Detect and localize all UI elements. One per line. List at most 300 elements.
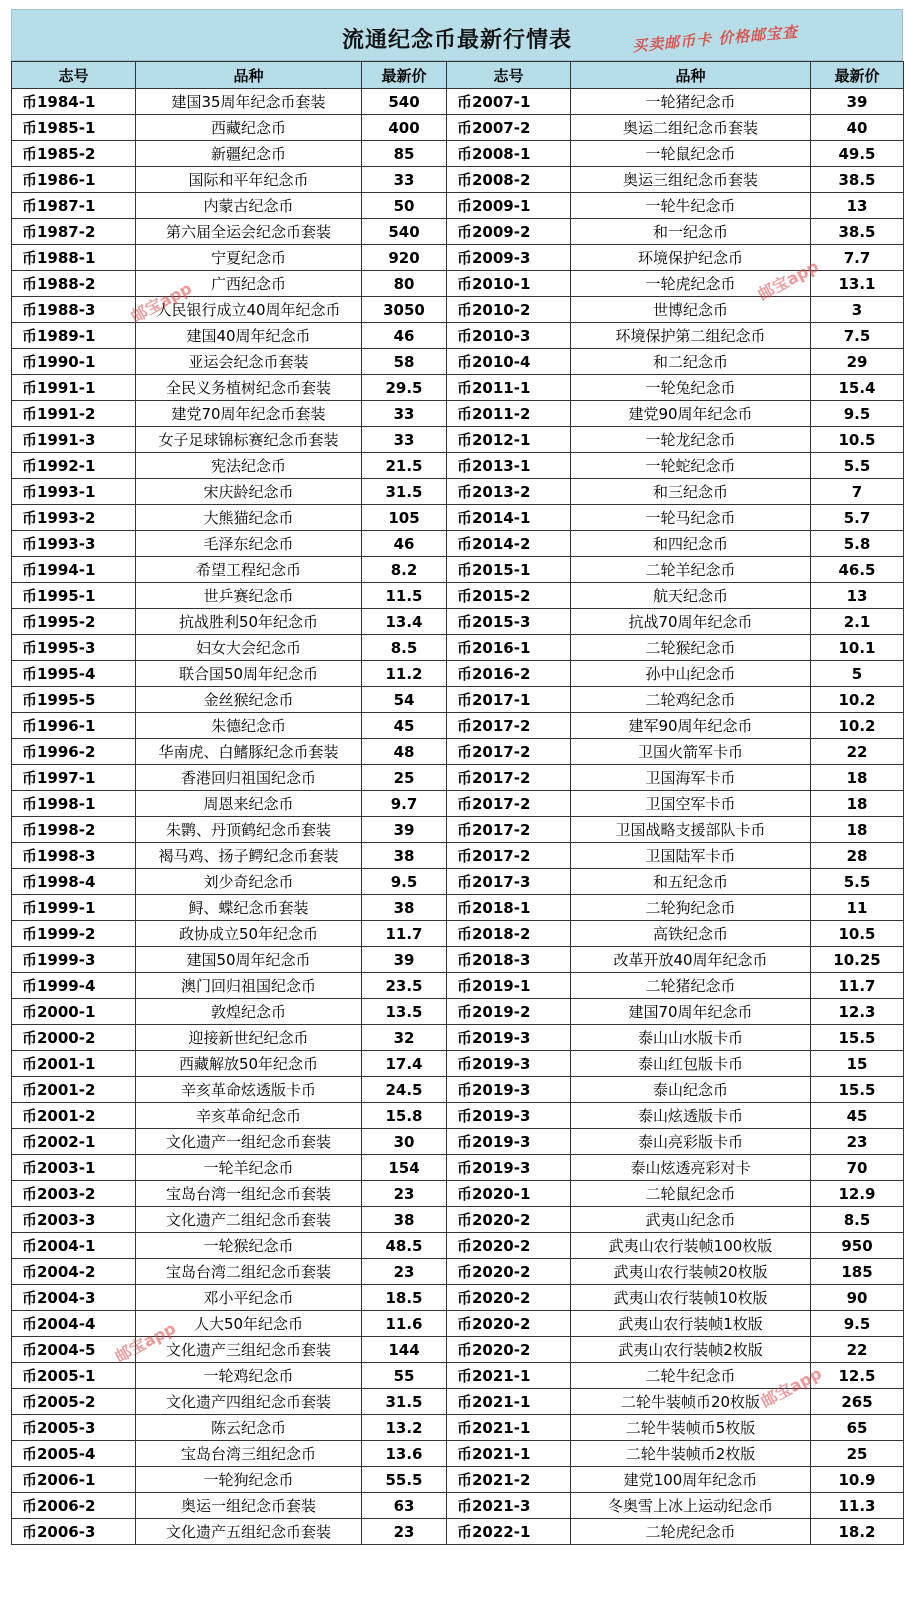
coin-name-right: 一轮鼠纪念币 — [571, 141, 811, 167]
coin-name-left: 女子足球锦标赛纪念币套装 — [136, 427, 362, 453]
header-price-right: 最新价 — [811, 62, 904, 89]
coin-price-left: 9.5 — [362, 869, 447, 895]
coin-name-right: 武夷山纪念币 — [571, 1207, 811, 1233]
coin-price-right: 15.5 — [811, 1025, 904, 1051]
coin-name-left: 陈云纪念币 — [136, 1415, 362, 1441]
coin-name-right: 泰山炫透亮彩对卡 — [571, 1155, 811, 1181]
coin-name-right: 奥运三组纪念币套装 — [571, 167, 811, 193]
coin-code-left: 币2003-2 — [12, 1181, 136, 1207]
coin-name-right: 泰山纪念币 — [571, 1077, 811, 1103]
coin-name-left: 一轮鸡纪念币 — [136, 1363, 362, 1389]
coin-price-right: 18 — [811, 817, 904, 843]
coin-name-left: 第六届全运会纪念币套装 — [136, 219, 362, 245]
coin-code-left: 币2005-4 — [12, 1441, 136, 1467]
table-row — [12, 765, 904, 791]
coin-price-left: 23 — [362, 1259, 447, 1285]
coin-code-right: 币2020-2 — [447, 1207, 571, 1233]
coin-price-left: 30 — [362, 1129, 447, 1155]
coin-price-left: 33 — [362, 427, 447, 453]
table-row — [12, 921, 904, 947]
table-row — [12, 1103, 904, 1129]
coin-price-right: 70 — [811, 1155, 904, 1181]
coin-price-right: 9.5 — [811, 1311, 904, 1337]
coin-name-right: 改革开放40周年纪念币 — [571, 947, 811, 973]
coin-price-left: 32 — [362, 1025, 447, 1051]
coin-price-right: 11.3 — [811, 1493, 904, 1519]
coin-code-right: 币2017-2 — [447, 843, 571, 869]
coin-code-right: 币2020-2 — [447, 1233, 571, 1259]
coin-price-left: 55.5 — [362, 1467, 447, 1493]
coin-name-left: 褐马鸡、扬子鳄纪念币套装 — [136, 843, 362, 869]
coin-price-right: 11.7 — [811, 973, 904, 999]
coin-code-right: 币2017-3 — [447, 869, 571, 895]
table-row — [12, 635, 904, 661]
coin-name-right: 和一纪念币 — [571, 219, 811, 245]
coin-price-left: 45 — [362, 713, 447, 739]
header-price-left: 最新价 — [362, 62, 447, 89]
coin-price-right: 12.9 — [811, 1181, 904, 1207]
page-title: 流通纪念币最新行情表 — [341, 28, 572, 53]
coin-name-left: 广西纪念币 — [136, 271, 362, 297]
coin-name-left: 邓小平纪念币 — [136, 1285, 362, 1311]
coin-name-left: 一轮猴纪念币 — [136, 1233, 362, 1259]
coin-name-left: 大熊猫纪念币 — [136, 505, 362, 531]
coin-price-left: 17.4 — [362, 1051, 447, 1077]
coin-name-left: 奥运一组纪念币套装 — [136, 1493, 362, 1519]
coin-name-left: 周恩来纪念币 — [136, 791, 362, 817]
coin-name-right: 二轮牛装帧币20枚版 — [571, 1389, 811, 1415]
coin-price-left: 23.5 — [362, 973, 447, 999]
coin-price-left: 33 — [362, 167, 447, 193]
coin-price-right: 18 — [811, 765, 904, 791]
coin-price-left: 13.4 — [362, 609, 447, 635]
table-row — [12, 1467, 904, 1493]
coin-code-left: 币2000-2 — [12, 1025, 136, 1051]
coin-code-right: 币2021-1 — [447, 1415, 571, 1441]
coin-code-left: 币1988-3 — [12, 297, 136, 323]
coin-price-left: 38 — [362, 1207, 447, 1233]
coin-name-right: 武夷山农行装帧2枚版 — [571, 1337, 811, 1363]
coin-code-right: 币2018-3 — [447, 947, 571, 973]
coin-code-left: 币1999-4 — [12, 973, 136, 999]
coin-name-right: 建军90周年纪念币 — [571, 713, 811, 739]
coin-code-right: 币2018-2 — [447, 921, 571, 947]
coin-name-right: 世博纪念币 — [571, 297, 811, 323]
coin-price-left: 540 — [362, 219, 447, 245]
table-row — [12, 1415, 904, 1441]
coin-price-left: 48.5 — [362, 1233, 447, 1259]
coin-code-right: 币2020-2 — [447, 1311, 571, 1337]
coin-price-left: 31.5 — [362, 1389, 447, 1415]
coin-price-left: 21.5 — [362, 453, 447, 479]
coin-price-right: 5.7 — [811, 505, 904, 531]
coin-code-left: 币2001-2 — [12, 1103, 136, 1129]
coin-price-right: 185 — [811, 1259, 904, 1285]
watermark-4: 邮宝app — [757, 1363, 825, 1412]
title-bar — [11, 9, 903, 61]
coin-name-left: 建党70周年纪念币套装 — [136, 401, 362, 427]
coin-price-right: 28 — [811, 843, 904, 869]
coin-code-left: 币1985-2 — [12, 141, 136, 167]
coin-code-right: 币2019-3 — [447, 1025, 571, 1051]
coin-name-right: 二轮猪纪念币 — [571, 973, 811, 999]
coin-price-right: 45 — [811, 1103, 904, 1129]
coin-name-left: 宝岛台湾二组纪念币套装 — [136, 1259, 362, 1285]
coin-name-right: 建党90周年纪念币 — [571, 401, 811, 427]
coin-code-right: 币2008-1 — [447, 141, 571, 167]
coin-code-left: 币1995-5 — [12, 687, 136, 713]
coin-price-right: 7 — [811, 479, 904, 505]
coin-price-right: 13.1 — [811, 271, 904, 297]
coin-name-right: 和三纪念币 — [571, 479, 811, 505]
coin-name-left: 文化遗产四组纪念币套装 — [136, 1389, 362, 1415]
coin-code-right: 币2007-2 — [447, 115, 571, 141]
table-row — [12, 115, 904, 141]
coin-price-right: 18.2 — [811, 1519, 904, 1545]
coin-code-right: 币2022-1 — [447, 1519, 571, 1545]
coin-name-right: 泰山亮彩版卡币 — [571, 1129, 811, 1155]
coin-price-right: 10.2 — [811, 687, 904, 713]
coin-name-left: 刘少奇纪念币 — [136, 869, 362, 895]
coin-price-right: 49.5 — [811, 141, 904, 167]
coin-code-right: 币2011-1 — [447, 375, 571, 401]
coin-name-left: 朱德纪念币 — [136, 713, 362, 739]
coin-code-right: 币2017-2 — [447, 765, 571, 791]
coin-price-left: 38 — [362, 895, 447, 921]
coin-name-left: 澳门回归祖国纪念币 — [136, 973, 362, 999]
coin-price-left: 39 — [362, 947, 447, 973]
coin-name-left: 辛亥革命纪念币 — [136, 1103, 362, 1129]
coin-name-right: 武夷山农行装帧20枚版 — [571, 1259, 811, 1285]
coin-price-right: 10.9 — [811, 1467, 904, 1493]
coin-code-right: 币2020-2 — [447, 1259, 571, 1285]
table-row — [12, 479, 904, 505]
coin-code-left: 币1994-1 — [12, 557, 136, 583]
coin-name-right: 一轮龙纪念币 — [571, 427, 811, 453]
coin-name-left: 一轮羊纪念币 — [136, 1155, 362, 1181]
price-sheet — [11, 9, 903, 1545]
coin-price-right: 12.5 — [811, 1363, 904, 1389]
table-row — [12, 427, 904, 453]
coin-price-right: 22 — [811, 739, 904, 765]
coin-code-right: 币2019-3 — [447, 1051, 571, 1077]
table-row — [12, 505, 904, 531]
table-row — [12, 89, 904, 115]
coin-code-left: 币1991-2 — [12, 401, 136, 427]
coin-name-right: 建国70周年纪念币 — [571, 999, 811, 1025]
coin-name-right: 卫国陆军卡币 — [571, 843, 811, 869]
coin-name-left: 宁夏纪念币 — [136, 245, 362, 271]
coin-price-left: 50 — [362, 193, 447, 219]
coin-code-left: 币1993-2 — [12, 505, 136, 531]
table-row — [12, 297, 904, 323]
table-row — [12, 1259, 904, 1285]
table-row — [12, 973, 904, 999]
coin-code-left: 币2005-3 — [12, 1415, 136, 1441]
coin-code-right: 币2019-1 — [447, 973, 571, 999]
coin-price-right: 10.1 — [811, 635, 904, 661]
coin-name-right: 泰山红包版卡币 — [571, 1051, 811, 1077]
coin-code-left: 币1992-1 — [12, 453, 136, 479]
coin-price-left: 13.2 — [362, 1415, 447, 1441]
coin-name-right: 抗战70周年纪念币 — [571, 609, 811, 635]
coin-code-left: 币2000-1 — [12, 999, 136, 1025]
coin-code-left: 币1999-3 — [12, 947, 136, 973]
coin-code-left: 币2005-2 — [12, 1389, 136, 1415]
table-row — [12, 1493, 904, 1519]
coin-code-right: 币2013-1 — [447, 453, 571, 479]
table-body — [12, 89, 904, 1545]
coin-code-right: 币2021-2 — [447, 1467, 571, 1493]
table-row — [12, 739, 904, 765]
table-row — [12, 713, 904, 739]
coin-price-right: 7.7 — [811, 245, 904, 271]
table-row — [12, 1311, 904, 1337]
coin-name-right: 和五纪念币 — [571, 869, 811, 895]
coin-price-left: 31.5 — [362, 479, 447, 505]
coin-code-right: 币2014-1 — [447, 505, 571, 531]
coin-price-left: 400 — [362, 115, 447, 141]
coin-name-right: 二轮牛装帧币5枚版 — [571, 1415, 811, 1441]
coin-price-left: 15.8 — [362, 1103, 447, 1129]
coin-price-right: 8.5 — [811, 1207, 904, 1233]
coin-name-right: 冬奥雪上冰上运动纪念币 — [571, 1493, 811, 1519]
table-row — [12, 609, 904, 635]
coin-price-right: 39 — [811, 89, 904, 115]
coin-price-left: 63 — [362, 1493, 447, 1519]
table-row — [12, 583, 904, 609]
coin-price-right: 38.5 — [811, 219, 904, 245]
coin-price-right: 12.3 — [811, 999, 904, 1025]
coin-code-left: 币1990-1 — [12, 349, 136, 375]
table-row — [12, 557, 904, 583]
coin-code-left: 币1995-1 — [12, 583, 136, 609]
coin-price-left: 3050 — [362, 297, 447, 323]
coin-name-left: 鲟、蝶纪念币套装 — [136, 895, 362, 921]
watermark-2: 邮宝app — [754, 256, 822, 305]
coin-price-right: 7.5 — [811, 323, 904, 349]
coin-name-left: 希望工程纪念币 — [136, 557, 362, 583]
coin-price-left: 46 — [362, 531, 447, 557]
coin-name-left: 西藏纪念币 — [136, 115, 362, 141]
header-code-left: 志号 — [12, 62, 136, 89]
coin-price-right: 10.2 — [811, 713, 904, 739]
coin-name-right: 环境保护第二组纪念币 — [571, 323, 811, 349]
coin-code-right: 币2013-2 — [447, 479, 571, 505]
coin-code-right: 币2018-1 — [447, 895, 571, 921]
coin-name-right: 二轮牛纪念币 — [571, 1363, 811, 1389]
coin-code-left: 币2004-1 — [12, 1233, 136, 1259]
coin-name-right: 一轮牛纪念币 — [571, 193, 811, 219]
table-row — [12, 1233, 904, 1259]
coin-price-left: 24.5 — [362, 1077, 447, 1103]
coin-name-right: 航天纪念币 — [571, 583, 811, 609]
coin-price-right: 5.5 — [811, 869, 904, 895]
coin-price-left: 25 — [362, 765, 447, 791]
coin-code-right: 币2019-3 — [447, 1077, 571, 1103]
table-row — [12, 947, 904, 973]
table-row — [12, 1363, 904, 1389]
header-name-left: 品种 — [136, 62, 362, 89]
coin-code-left: 币1993-1 — [12, 479, 136, 505]
header-row — [12, 62, 904, 89]
header-name-right: 品种 — [571, 62, 811, 89]
coin-code-left: 币1991-3 — [12, 427, 136, 453]
price-table — [11, 61, 904, 1545]
coin-name-left: 文化遗产二组纪念币套装 — [136, 1207, 362, 1233]
coin-price-left: 105 — [362, 505, 447, 531]
table-row — [12, 193, 904, 219]
coin-name-right: 二轮鼠纪念币 — [571, 1181, 811, 1207]
coin-name-right: 高铁纪念币 — [571, 921, 811, 947]
coin-price-left: 8.2 — [362, 557, 447, 583]
table-row — [12, 271, 904, 297]
coin-code-right: 币2019-3 — [447, 1155, 571, 1181]
coin-price-left: 144 — [362, 1337, 447, 1363]
coin-code-right: 币2019-2 — [447, 999, 571, 1025]
coin-name-right: 二轮鸡纪念币 — [571, 687, 811, 713]
coin-code-right: 币2021-3 — [447, 1493, 571, 1519]
table-row — [12, 1519, 904, 1545]
coin-name-left: 抗战胜利50年纪念币 — [136, 609, 362, 635]
coin-code-right: 币2019-3 — [447, 1103, 571, 1129]
coin-code-left: 币1986-1 — [12, 167, 136, 193]
coin-price-right: 46.5 — [811, 557, 904, 583]
table-row — [12, 1077, 904, 1103]
table-row — [12, 1337, 904, 1363]
coin-price-right: 5 — [811, 661, 904, 687]
coin-name-right: 孙中山纪念币 — [571, 661, 811, 687]
coin-name-left: 朱鹮、丹顶鹤纪念币套装 — [136, 817, 362, 843]
coin-name-left: 建国40周年纪念币 — [136, 323, 362, 349]
coin-code-right: 币2007-1 — [447, 89, 571, 115]
coin-name-left: 建国35周年纪念币套装 — [136, 89, 362, 115]
coin-code-left: 币2004-3 — [12, 1285, 136, 1311]
coin-price-left: 11.2 — [362, 661, 447, 687]
coin-name-left: 辛亥革命炫透版卡币 — [136, 1077, 362, 1103]
coin-name-right: 二轮羊纪念币 — [571, 557, 811, 583]
coin-name-right: 一轮蛇纪念币 — [571, 453, 811, 479]
coin-code-right: 币2015-2 — [447, 583, 571, 609]
coin-code-left: 币1985-1 — [12, 115, 136, 141]
coin-name-left: 世乒赛纪念币 — [136, 583, 362, 609]
coin-price-left: 55 — [362, 1363, 447, 1389]
coin-price-right: 13 — [811, 193, 904, 219]
coin-price-left: 33 — [362, 401, 447, 427]
table-row — [12, 167, 904, 193]
coin-price-right: 15.5 — [811, 1077, 904, 1103]
coin-code-left: 币1998-2 — [12, 817, 136, 843]
coin-name-right: 武夷山农行装帧1枚版 — [571, 1311, 811, 1337]
table-row — [12, 323, 904, 349]
coin-code-left: 币1996-2 — [12, 739, 136, 765]
table-row — [12, 1389, 904, 1415]
coin-code-left: 币1997-1 — [12, 765, 136, 791]
coin-code-left: 币1988-1 — [12, 245, 136, 271]
coin-code-left: 币2006-2 — [12, 1493, 136, 1519]
coin-name-left: 西藏解放50年纪念币 — [136, 1051, 362, 1077]
coin-code-right: 币2015-3 — [447, 609, 571, 635]
coin-code-left: 币1988-2 — [12, 271, 136, 297]
coin-price-left: 11.7 — [362, 921, 447, 947]
coin-price-right: 10.25 — [811, 947, 904, 973]
coin-price-right: 90 — [811, 1285, 904, 1311]
coin-price-left: 13.5 — [362, 999, 447, 1025]
coin-code-left: 币1987-1 — [12, 193, 136, 219]
coin-code-left: 币1995-2 — [12, 609, 136, 635]
coin-code-left: 币1995-3 — [12, 635, 136, 661]
coin-code-right: 币2010-2 — [447, 297, 571, 323]
coin-price-right: 10.5 — [811, 427, 904, 453]
table-row — [12, 895, 904, 921]
coin-name-left: 国际和平年纪念币 — [136, 167, 362, 193]
coin-name-right: 环境保护纪念币 — [571, 245, 811, 271]
table-row — [12, 219, 904, 245]
coin-code-right: 币2014-2 — [447, 531, 571, 557]
coin-code-left: 币2003-3 — [12, 1207, 136, 1233]
coin-name-left: 新疆纪念币 — [136, 141, 362, 167]
coin-price-left: 18.5 — [362, 1285, 447, 1311]
coin-name-right: 二轮猴纪念币 — [571, 635, 811, 661]
coin-code-right: 币2016-2 — [447, 661, 571, 687]
coin-price-right: 65 — [811, 1415, 904, 1441]
coin-code-right: 币2009-1 — [447, 193, 571, 219]
coin-code-right: 币2021-1 — [447, 1441, 571, 1467]
coin-code-right: 币2017-2 — [447, 791, 571, 817]
coin-code-right: 币2012-1 — [447, 427, 571, 453]
table-row — [12, 349, 904, 375]
coin-price-left: 46 — [362, 323, 447, 349]
coin-price-right: 15.4 — [811, 375, 904, 401]
coin-code-left: 币1998-4 — [12, 869, 136, 895]
table-row — [12, 245, 904, 271]
coin-name-left: 政协成立50年纪念币 — [136, 921, 362, 947]
coin-price-right: 22 — [811, 1337, 904, 1363]
coin-name-left: 人民银行成立40周年纪念币 — [136, 297, 362, 323]
table-row — [12, 1155, 904, 1181]
coin-code-left: 币1999-1 — [12, 895, 136, 921]
table-row — [12, 1441, 904, 1467]
coin-name-right: 一轮猪纪念币 — [571, 89, 811, 115]
coin-price-right: 2.1 — [811, 609, 904, 635]
coin-name-left: 文化遗产五组纪念币套装 — [136, 1519, 362, 1545]
coin-code-right: 币2017-1 — [447, 687, 571, 713]
coin-code-left: 币2006-3 — [12, 1519, 136, 1545]
coin-code-left: 币2001-1 — [12, 1051, 136, 1077]
coin-price-right: 15 — [811, 1051, 904, 1077]
coin-name-left: 华南虎、白鳍豚纪念币套装 — [136, 739, 362, 765]
coin-code-right: 币2017-2 — [447, 739, 571, 765]
coin-price-left: 48 — [362, 739, 447, 765]
coin-code-left: 币1989-1 — [12, 323, 136, 349]
coin-price-right: 25 — [811, 1441, 904, 1467]
coin-code-right: 币2015-1 — [447, 557, 571, 583]
coin-code-left: 币1991-1 — [12, 375, 136, 401]
table-row — [12, 141, 904, 167]
table-row — [12, 1207, 904, 1233]
coin-name-left: 香港回归祖国纪念币 — [136, 765, 362, 791]
watermark-1: 邮宝app — [127, 278, 195, 327]
coin-price-right: 11 — [811, 895, 904, 921]
coin-price-left: 8.5 — [362, 635, 447, 661]
coin-code-left: 币1999-2 — [12, 921, 136, 947]
coin-price-right: 13 — [811, 583, 904, 609]
coin-name-right: 一轮马纪念币 — [571, 505, 811, 531]
coin-price-left: 9.7 — [362, 791, 447, 817]
coin-name-left: 内蒙古纪念币 — [136, 193, 362, 219]
coin-code-right: 币2010-3 — [447, 323, 571, 349]
coin-price-right: 10.5 — [811, 921, 904, 947]
